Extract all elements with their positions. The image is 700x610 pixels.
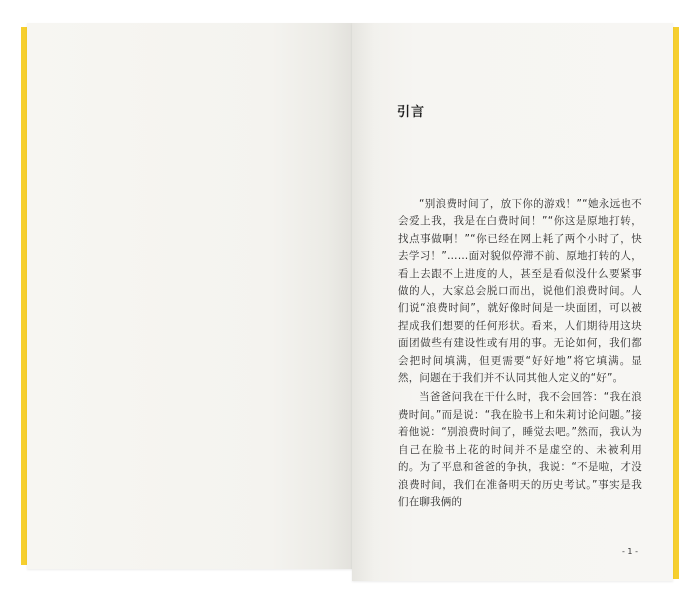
body-text	[398, 196, 642, 513]
page-number: - 1 -	[622, 547, 638, 556]
left-blank-page	[27, 23, 353, 569]
right-yellow-edge	[672, 27, 679, 579]
right-page	[352, 23, 673, 581]
chapter-title: 引言	[397, 105, 426, 120]
paragraph: “别浪费时间了，放下你的游戏！”“她永远也不会爱上我，我是在白费时间！”“你这是原地打转，找点事做啊！”“你已经在网上耗了两个小时了，快去学习！”……面对貌似停滞不前、原地打转的人，看上去跟不上进度的人，甚至是看似没什么要紧事做的人，大家总会脱口而出，说他们浪费时间。人们说“浪费时间”，就好像时间是一块面团，可以被捏成我们想要的任何形状。看来，人们期待用这块面团做些有建设性或有用的事。无论如何，我们都会把时间填满，但更需要“好好地”将它填满。显然，问题在于我们并不认同其他人定义的“好”。	[398, 198, 642, 385]
paragraph: 当爸爸问我在干什么时，我不会回答：“我在浪费时间。”而是说：“我在脸书上和朱莉讨论问题。”接着他说：“别浪费时间了，睡觉去吧。”然而，我认为自己在脸书上花的时间并不是虚空的、未被利用的。为了平息和爸爸的争执，我说：“不是啦，才没浪费时间，我们在准备明天的历史考试。”事实是我们在聊我俩的	[398, 391, 642, 508]
